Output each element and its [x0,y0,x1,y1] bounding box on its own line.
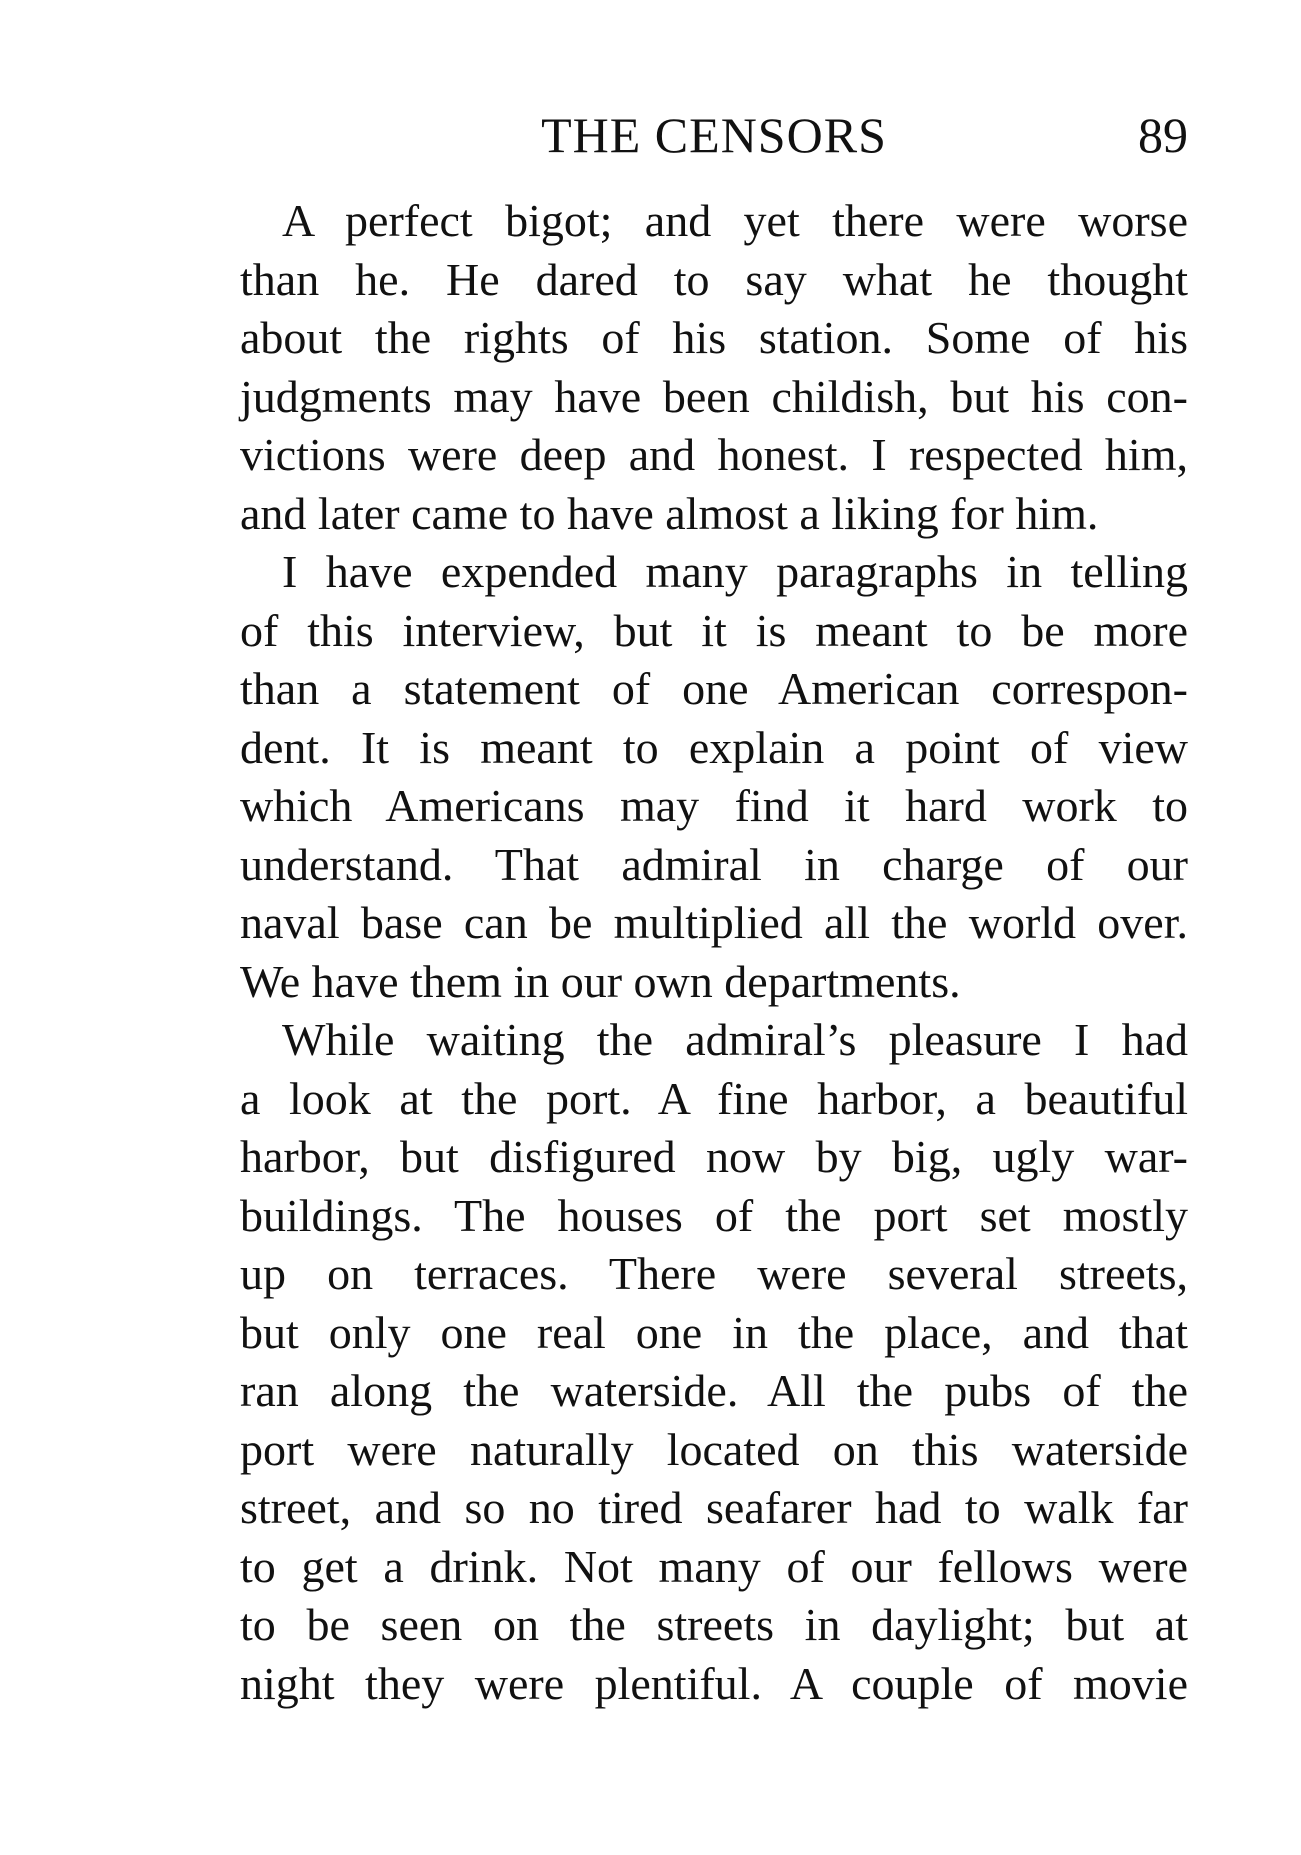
page-number: 89 [1138,107,1188,163]
text-line: buildings. The houses of the port set mostly [240,1189,1188,1241]
text-line: of this interview, but it is meant to be more [240,604,1188,656]
running-head [240,100,1188,170]
text-line: to be seen on the streets in daylight; but at [240,1599,1188,1650]
body-text [240,192,1188,1713]
text-line: naval base can be multiplied all the world over. [240,897,1188,948]
text-line: judgments may have been childish, but his con- [240,370,1188,422]
text-line: victions were deep and honest. I respected him, [240,429,1188,480]
text-line: While waiting the admiral’s pleasure I had [282,1014,1188,1065]
text-line: than he. He dared to say what he thought [240,253,1188,305]
text-line: night they were plentiful. A couple of movie [240,1657,1188,1709]
running-title: THE CENSORS [541,107,887,163]
text-line: harbor, but disfigured now by big, ugly war- [240,1131,1188,1182]
text-line: port were naturally located on this waterside [240,1423,1188,1475]
text-line: We have them in our own departments. [240,955,961,1007]
text-line: up on terraces. There were several streets, [240,1248,1188,1299]
text-line: than a statement of one American correspon- [240,663,1188,714]
text-line: street, and so no tired seafarer had to walk far [240,1482,1188,1533]
text-line: understand. That admiral in charge of our [240,838,1188,890]
text-line: to get a drink. Not many of our fellows were [240,1540,1188,1592]
text-line: but only one real one in the place, and that [240,1306,1188,1358]
text-line: dent. It is meant to explain a point of view [240,721,1188,773]
text-line: ran along the waterside. All the pubs of the [240,1365,1188,1416]
text-line: and later came to have almost a liking for him. [240,487,1099,539]
text-line: which Americans may find it hard work to [240,780,1188,831]
text-line: I have expended many paragraphs in telling [282,546,1188,597]
text-line: about the rights of his station. Some of his [240,312,1188,363]
text-line: A perfect bigot; and yet there were worse [282,195,1188,246]
text-line: a look at the port. A fine harbor, a beautiful [240,1072,1188,1124]
